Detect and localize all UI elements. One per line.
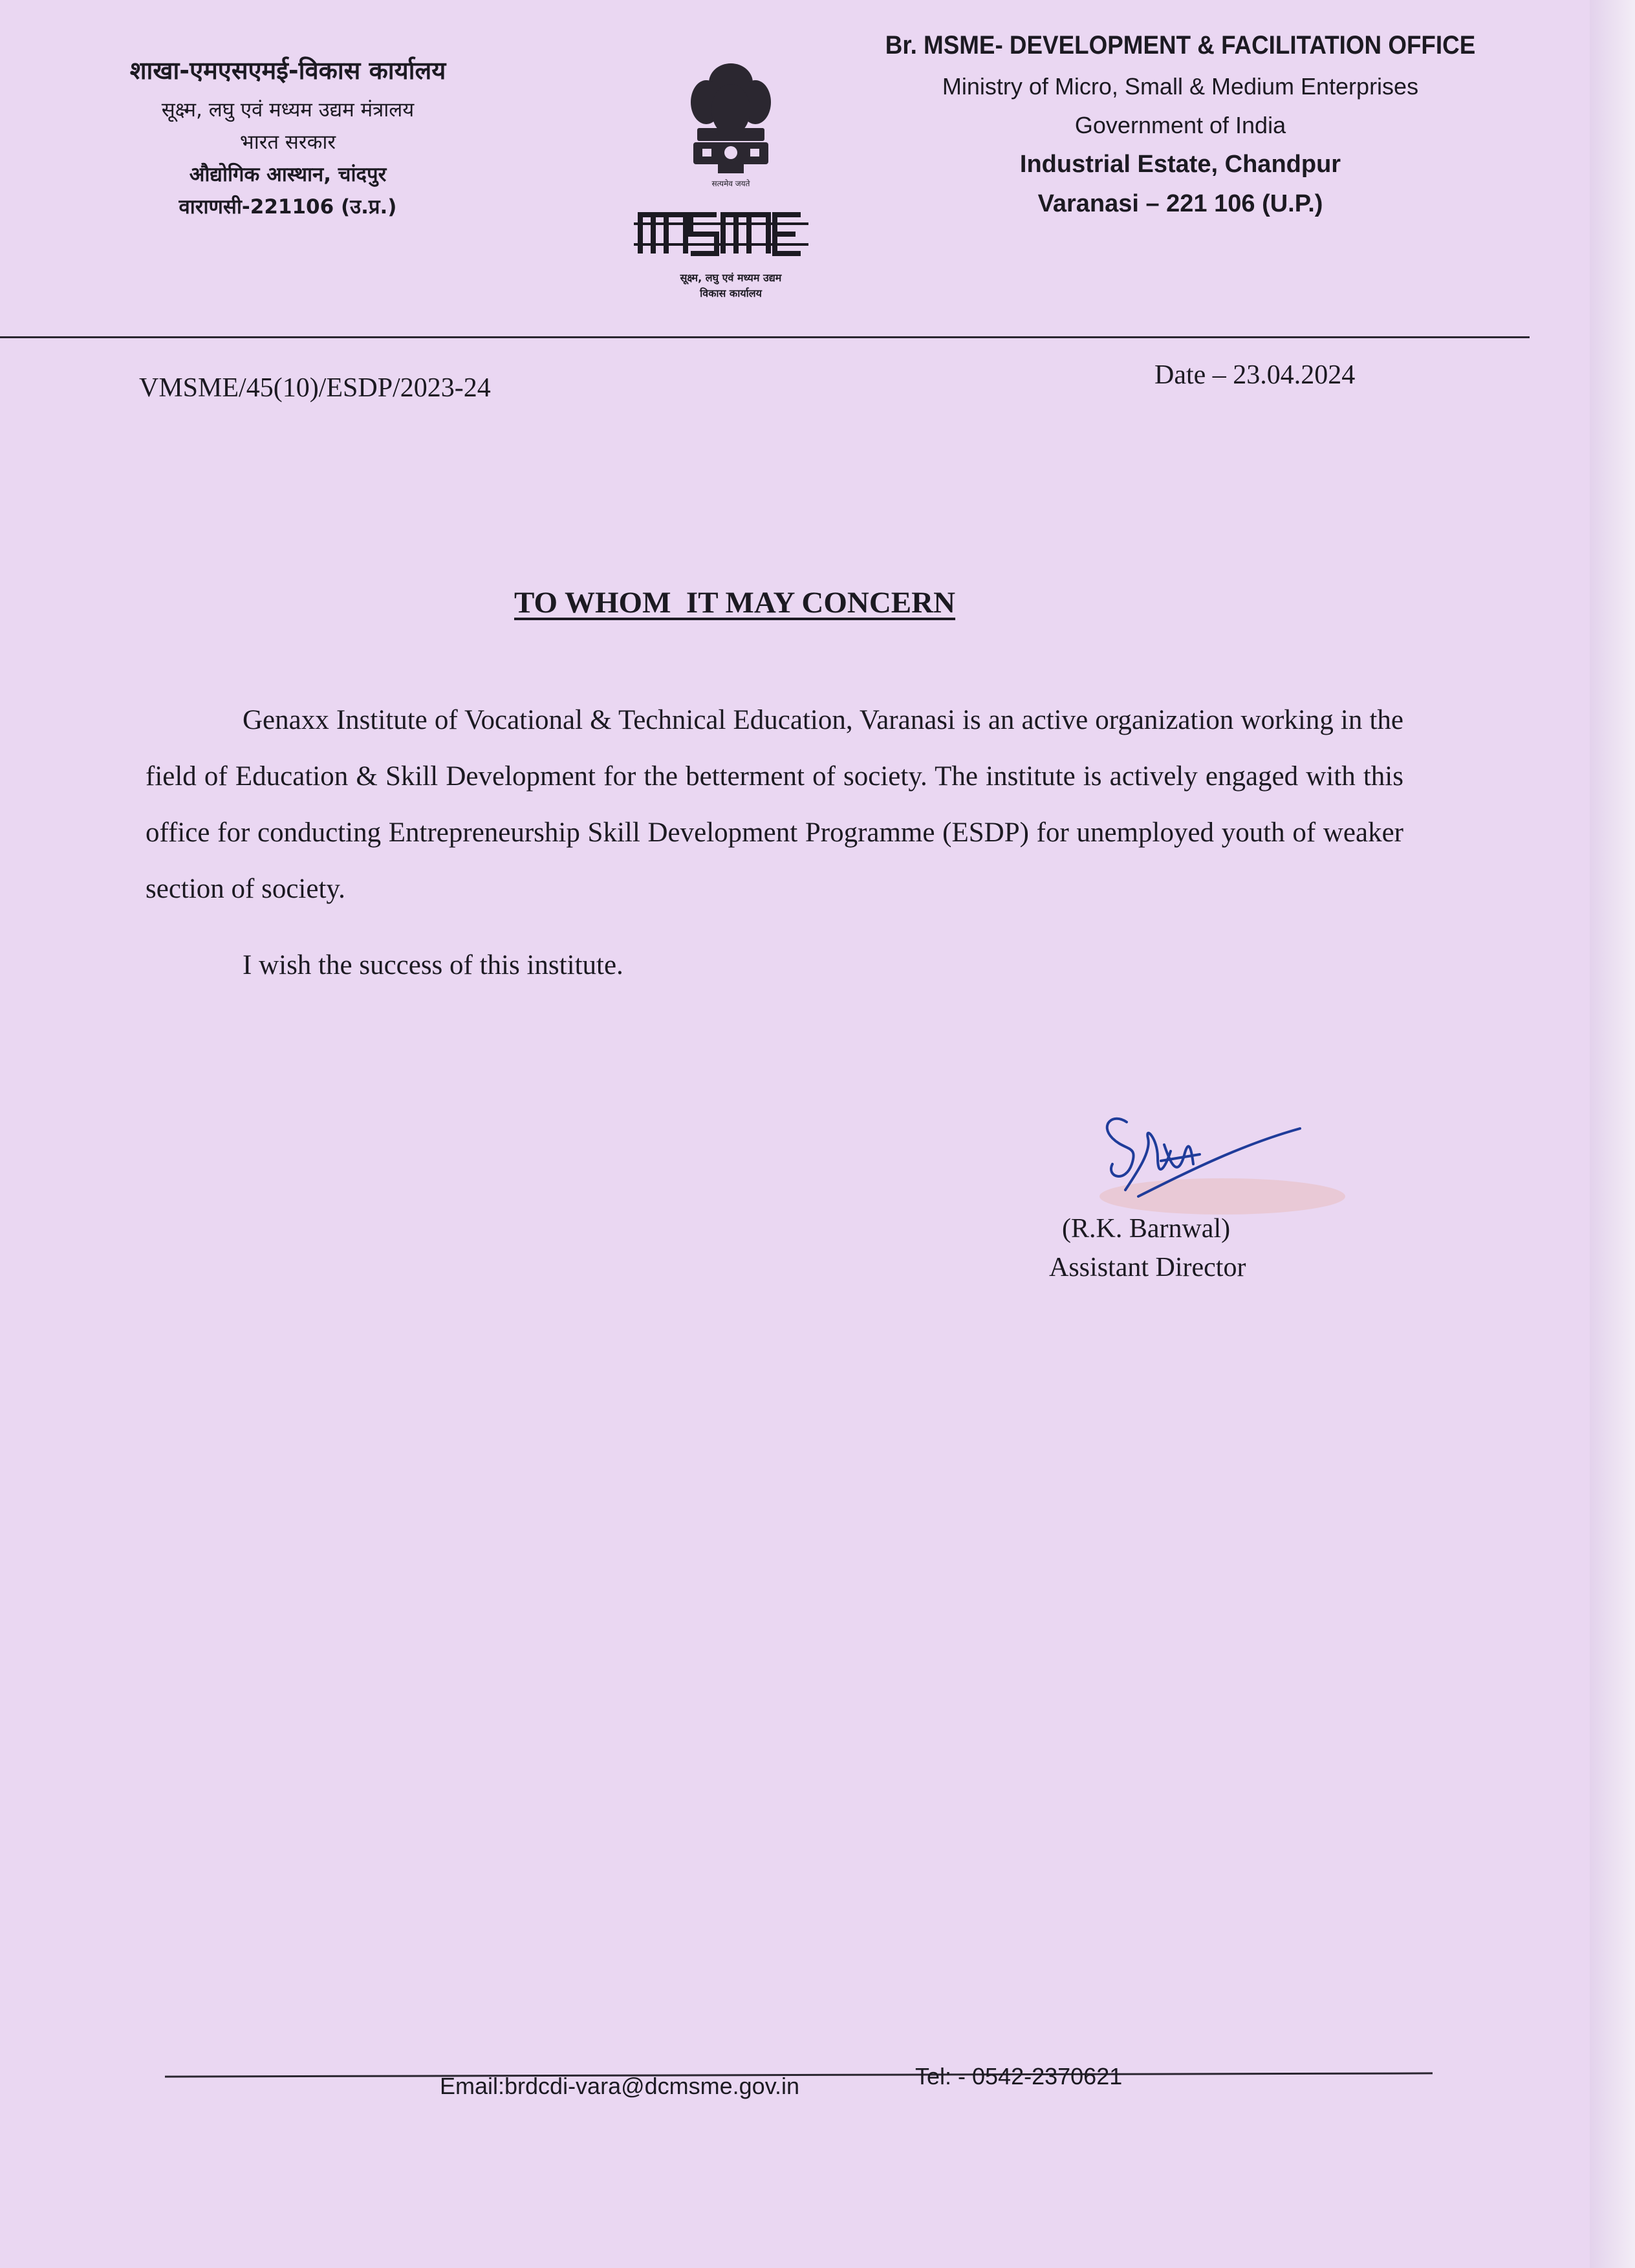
signature-icon [1087, 1099, 1345, 1229]
header-english [854, 31, 1507, 218]
reference-number: VMSME/45(10)/ESDP/2023-24 [139, 373, 491, 403]
logo-subtitle-line1: सूक्ष्म, लघु एवं मध्यम उद्यम [680, 272, 782, 284]
closing-line: I wish the success of this institute. [243, 950, 623, 980]
letter-subject: TO WHOM IT MAY CONCERN [514, 586, 956, 620]
msme-logo [621, 45, 841, 310]
letter-body [146, 692, 1403, 917]
emblem-motto: सत्यमेव जयते [711, 179, 750, 188]
scan-edge [1590, 0, 1635, 2268]
signatory-title: Assistant Director [1049, 1253, 1246, 1282]
header-hindi-line3: भारत सरकार [239, 131, 336, 154]
header-english-line1: Br. MSME- DEVELOPMENT & FACILITATION OFFICE [885, 31, 1476, 59]
header-english-line3: Government of India [1074, 112, 1286, 138]
footer-telephone: Tel: - 0542-2370621 [915, 2063, 1123, 2090]
header-hindi-line5: वाराणसी-221106 (उ.प्र.) [179, 195, 397, 219]
footer-email: Email:brdcdi-vara@dcmsme.gov.in [440, 2073, 800, 2099]
header-english-line2: Ministry of Micro, Small & Medium Enterprises [942, 73, 1419, 100]
header-hindi-line2: सूक्ष्म, लघु एवं मध्यम उद्यम मंत्रालय [161, 98, 415, 122]
header-hindi [78, 53, 498, 220]
header-hindi-line1: शाखा-एमएसएमई-विकास कार्यालय [129, 56, 446, 85]
header-hindi-line4: औद्योगिक आस्थान, चांदपुर [189, 163, 387, 186]
header-english-line5: Varanasi – 221 106 (U.P.) [1037, 190, 1323, 217]
letter-date: Date – 23.04.2024 [1154, 360, 1356, 390]
header-divider [0, 336, 1530, 338]
signatory-name: (R.K. Barnwal) [1062, 1214, 1231, 1244]
header-english-line4: Industrial Estate, Chandpur [1019, 151, 1341, 178]
body-paragraph: Genaxx Institute of Vocational & Technical Education, Varanasi is an active organization working in the field of Education & Skill Development for the betterment of society. The institute is actively engaged with this office for conducting Entrepreneurship Skill Development Programme (ESDP) for unemployed youth of weaker section of society. [146, 705, 1403, 904]
logo-subtitle-line2: विकास कार्यालय [700, 287, 762, 299]
